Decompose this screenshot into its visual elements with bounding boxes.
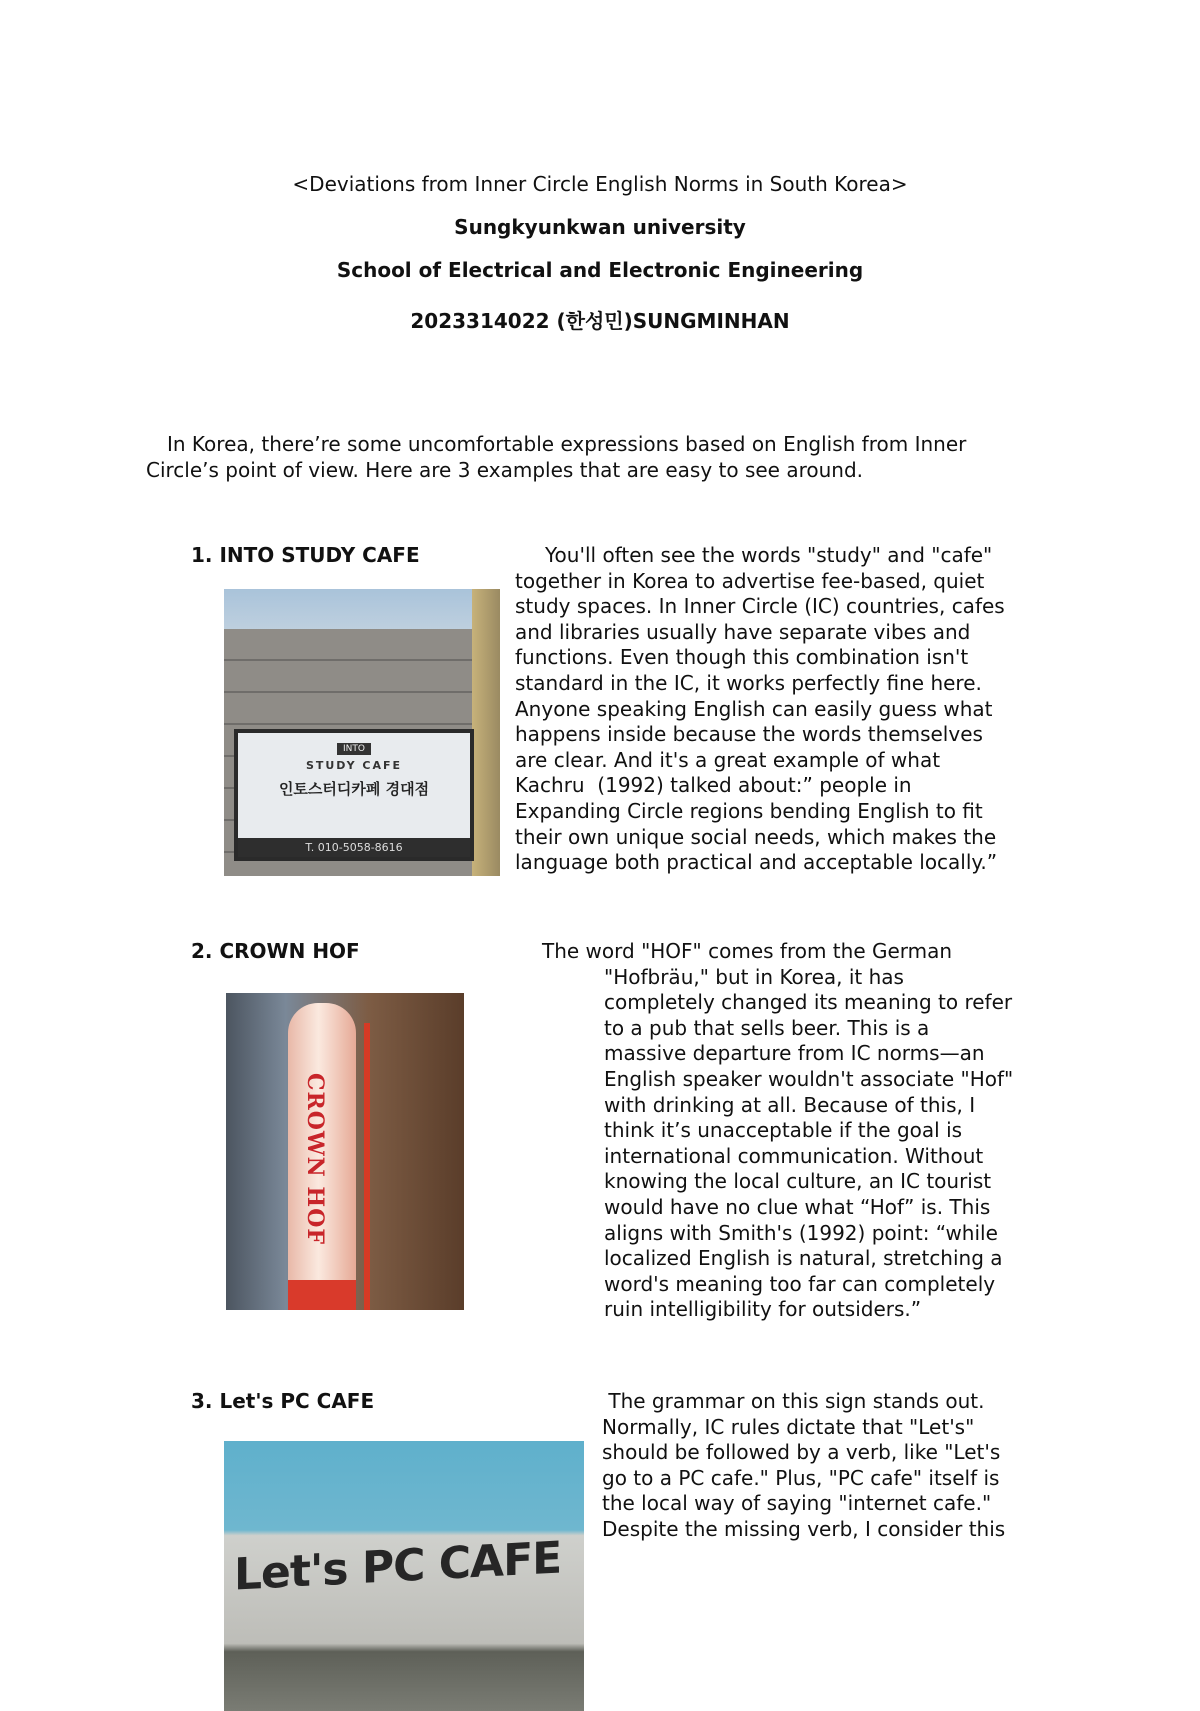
- text-line: Kachru (1992) talked about:” people in: [515, 773, 912, 798]
- university-name: Sungkyunkwan university: [454, 215, 746, 239]
- text-line: with drinking at all. Because of this, I: [604, 1092, 976, 1117]
- crown-hof-photo: [226, 993, 464, 1310]
- study-cafe-sign: [234, 729, 474, 861]
- sign-line: STUDY CAFE: [305, 759, 403, 772]
- text-line: Circle’s point of view. Here are 3 examples that are easy to see around.: [146, 457, 864, 482]
- text-line: and libraries usually have separate vibes and: [515, 619, 971, 644]
- school-name: School of Electrical and Electronic Engineering: [336, 258, 864, 282]
- text-line: their own unique social needs, which makes the: [515, 824, 997, 849]
- text-line: think it’s unacceptable if the goal is: [604, 1118, 963, 1143]
- text-line: are clear. And it's a great example of what: [515, 747, 941, 772]
- text-line: aligns with Smith's (1992) point: “while: [604, 1220, 998, 1245]
- student-id-name: 2023314022 (한성민)SUNGMINHAN: [410, 309, 790, 333]
- text-line: The grammar on this sign stands out.: [602, 1389, 985, 1413]
- section-3-paragraph: [602, 1389, 1005, 1543]
- text-line: language both practical and acceptable locally.”: [515, 850, 998, 875]
- text-line: would have no clue what “Hof” is. This: [604, 1194, 991, 1219]
- sign-phone: T. 010-5058-8616: [238, 838, 470, 857]
- text-line: "Hofbräu," but in Korea, it has: [604, 964, 904, 989]
- into-study-cafe-photo: [224, 589, 500, 876]
- section-1-paragraph: [515, 543, 1005, 876]
- text-line: The word "HOF" comes from the German: [542, 939, 953, 963]
- text-line: standard in the IC, it works perfectly fine here.: [515, 670, 982, 695]
- text-line: Despite the missing verb, I consider this: [602, 1516, 1006, 1541]
- section-2-paragraph: [604, 965, 1013, 1323]
- text-line: to a pub that sells beer. This is a: [604, 1015, 930, 1040]
- document-title: <Deviations from Inner Circle English Norms in South Korea>: [292, 172, 908, 196]
- intro-paragraph: [146, 432, 966, 483]
- lets-pc-cafe-photo: [224, 1441, 584, 1711]
- text-line: ruin intelligibility for outsiders.”: [604, 1297, 922, 1322]
- text-line: word's meaning too far can completely: [604, 1271, 996, 1296]
- text-line: knowing the local culture, an IC tourist: [604, 1169, 992, 1194]
- sign-tag: INTO: [337, 743, 371, 755]
- text-line: functions. Even though this combination isn't: [515, 645, 969, 670]
- text-line: Expanding Circle regions bending English to fit: [515, 798, 983, 823]
- section-2-first-line: [542, 939, 952, 965]
- text-line: Normally, IC rules dictate that "Let's": [602, 1414, 975, 1439]
- text-line: In Korea, there’re some uncomfortable expressions based on English from Inner: [167, 432, 967, 456]
- lets-pc-cafe-sign: Let's PC CAFE: [234, 1532, 562, 1601]
- section-3-heading: 3. Let's PC CAFE: [191, 1389, 375, 1413]
- text-line: together in Korea to advertise fee-based, quiet: [515, 568, 985, 593]
- text-line: international communication. Without: [604, 1143, 984, 1168]
- section-1-heading: 1. INTO STUDY CAFE: [191, 543, 420, 567]
- crown-hof-sign: CROWN HOF: [302, 1073, 328, 1246]
- section-2-heading: 2. CROWN HOF: [191, 939, 360, 963]
- text-line: You'll often see the words "study" and "cafe": [545, 543, 993, 567]
- text-line: Anyone speaking English can easily guess what: [515, 696, 993, 721]
- text-line: study spaces. In Inner Circle (IC) countries, cafes: [515, 594, 1005, 619]
- text-line: massive departure from IC norms—an: [604, 1041, 985, 1066]
- text-line: happens inside because the words themselves: [515, 722, 983, 747]
- text-line: should be followed by a verb, like "Let's: [602, 1440, 1001, 1465]
- text-line: go to a PC cafe." Plus, "PC cafe" itself is: [602, 1465, 1000, 1490]
- text-line: completely changed its meaning to refer: [604, 990, 1013, 1015]
- text-line: English speaker wouldn't associate "Hof": [604, 1066, 1014, 1091]
- sign-korean: 인토스터디카페 경대점: [278, 780, 430, 798]
- text-line: the local way of saying "internet cafe.": [602, 1491, 992, 1516]
- text-line: localized English is natural, stretching a: [604, 1246, 1003, 1271]
